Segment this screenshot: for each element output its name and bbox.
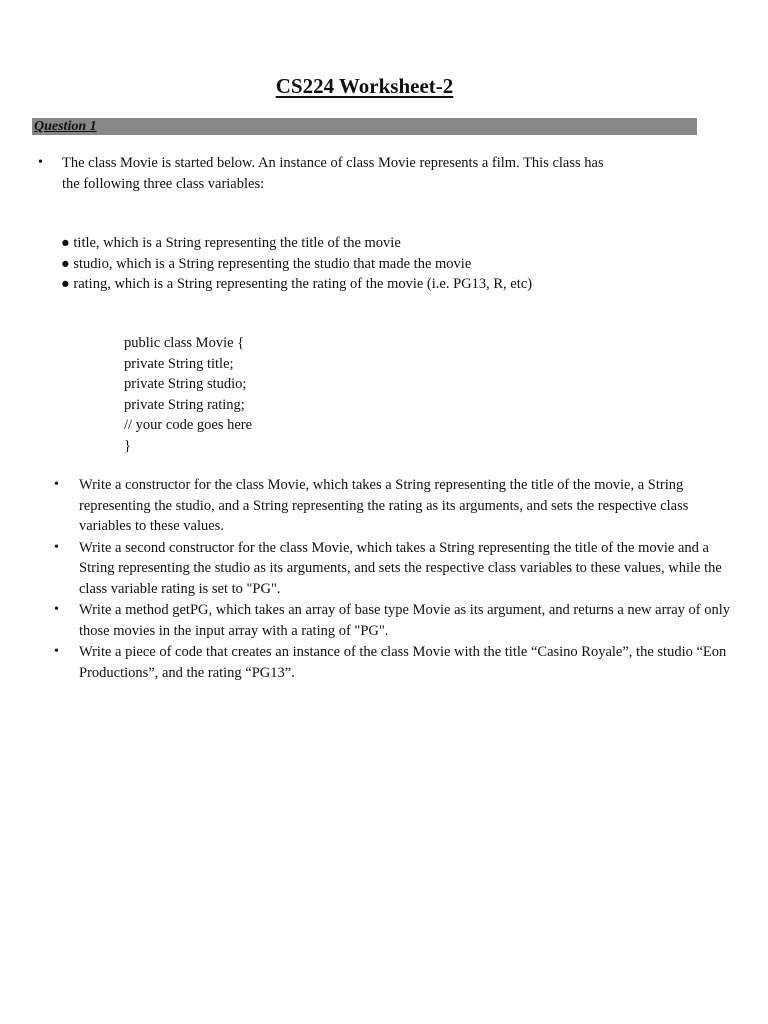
task-item-getpg [52,600,742,641]
variable-item-rating: ● rating, which is a String representing the rating of the movie (i.e. PG13, R, etc) [61,276,533,292]
page-title: CS224 Worksheet-2 [275,74,454,98]
task-text: Write a constructor for the class Movie, which takes a String representing the title of the movie, a String representing the studio, and a String representing the rating as its arguments, and sets the respective class variables to these values. [79,477,689,534]
task-list [52,475,742,684]
task-item-second-constructor [52,538,742,600]
code-line: private String studio; [124,376,247,392]
task-item-instance [52,642,742,683]
code-line: private String rating; [124,396,245,413]
task-text: Write a piece of code that creates an instance of the class Movie with the title “Casino Royale”, the studio “Eon Productions”, and the rating “PG13”. [79,644,738,681]
question-header-bar [32,118,697,135]
variable-item-title: ● title, which is a String representing the title of the movie [61,235,401,251]
task-item-constructor [52,475,742,537]
class-variables-list [61,233,532,295]
code-line: // your code goes here [124,417,253,433]
code-line: private String title; [124,355,234,372]
intro-bullet: • [38,155,43,170]
question-label: Question 1 [34,119,97,134]
task-text: Write a method getPG, which takes an array of base type Movie as its argument, and returns a new array of only those movies in the input array with a rating of "PG". [79,602,731,639]
task-bullet: • [54,644,59,659]
variable-item-studio: ● studio, which is a String representing the studio that made the movie [61,255,472,272]
code-line: public class Movie { [124,335,245,351]
code-line: } [124,437,131,454]
task-bullet: • [54,602,59,617]
task-bullet: • [54,477,59,492]
intro-paragraph: The class Movie is started below. An instance of class Movie represents a film. This class has the following three class variables: [62,155,604,192]
code-block [124,333,252,456]
task-bullet: • [54,539,59,555]
task-text: Write a second constructor for the class Movie, which takes a String representing the title of the movie and a String representing the studio as its arguments, and sets the respective class variables to these values, while the class variable rating is set to "PG". [79,539,722,597]
